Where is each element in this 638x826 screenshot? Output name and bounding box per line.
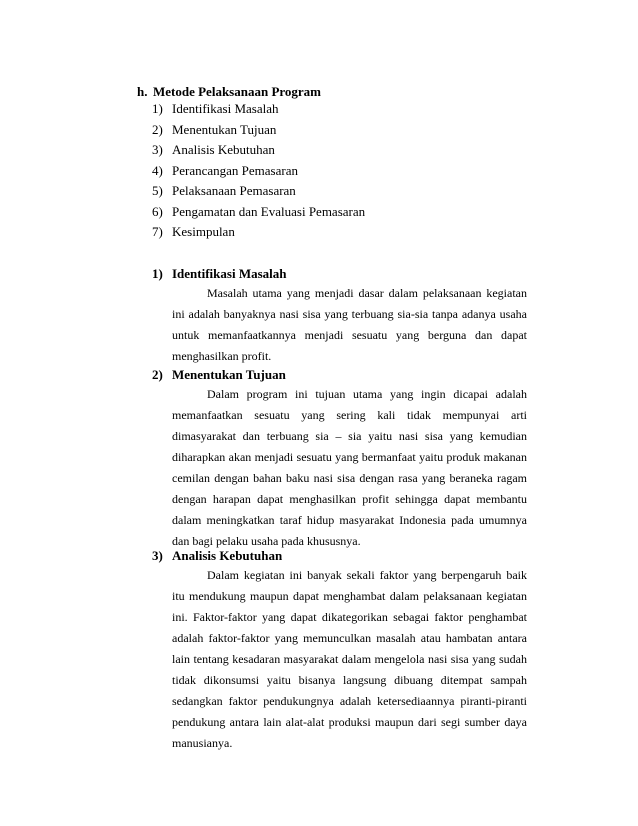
heading-letter: h. bbox=[137, 84, 148, 99]
list-item bbox=[152, 163, 365, 184]
heading-title: Metode Pelaksanaan Program bbox=[153, 84, 322, 99]
section-heading bbox=[137, 84, 321, 100]
section-title bbox=[152, 366, 527, 384]
list-item-number: 4) bbox=[152, 162, 163, 178]
section-paragraph: Masalah utama yang menjadi dasar dalam pelaksanaan kegiatan ini adalah banyaknya nasi sisa yang terbuang sia-sia tanpa adanya usaha untuk memanfaatkannya menjadi sesuatu yang berguna dan dapat menghasilkan profit. bbox=[172, 286, 527, 363]
method-list bbox=[152, 101, 365, 245]
list-item-number: 2) bbox=[152, 121, 163, 137]
section-title bbox=[152, 265, 527, 283]
section-title-text: Menentukan Tujuan bbox=[172, 367, 286, 382]
list-item bbox=[152, 183, 365, 204]
section-number: 1) bbox=[152, 266, 163, 281]
list-item bbox=[152, 122, 365, 143]
list-item bbox=[152, 142, 365, 163]
list-item-label: Pelaksanaan Pemasaran bbox=[172, 183, 296, 198]
list-item bbox=[152, 204, 365, 225]
list-item-label: Identifikasi Masalah bbox=[172, 101, 279, 116]
list-item-label: Analisis Kebutuhan bbox=[172, 142, 275, 157]
list-item-label: Perancangan Pemasaran bbox=[172, 162, 298, 178]
list-item bbox=[152, 224, 365, 245]
section-identifikasi-masalah bbox=[152, 265, 527, 367]
section-analisis-kebutuhan bbox=[152, 547, 527, 754]
list-item-number: 5) bbox=[152, 183, 163, 198]
section-paragraph: Dalam program ini tujuan utama yang ingin dicapai adalah memanfaatkan sesuatu yang sering kali tidak mempunyai arti dimasyarakat dan terbuang sia – sia yaitu nasi sisa yang kemudian diharapkan akan menjadi sesuatu yang bermanfaat yaitu produk makanan cemilan dengan bahan baku nasi sisa dengan rasa yang beraneka ragam dengan harapan dapat menghasilkan profit sehingga dapat membantu dalam meningkatkan taraf hidup masyarakat Indonesia pada umumnya dan bagi pelaku usaha pada khususnya. bbox=[172, 387, 527, 548]
list-item-number: 3) bbox=[152, 142, 163, 157]
section-paragraph: Dalam kegiatan ini banyak sekali faktor yang berpengaruh baik itu mendukung maupun dapat menghambat dalam pelaksanaan kegiatan ini. Faktor-faktor yang dapat dikategorikan sebagai faktor penghambat adalah faktor-faktor yang memunculkan masalah atau hambatan antara lain tentang kesadaran masyarakat dalam mengelola nasi sisa yang sudah tidak dikonsumsi yaitu bisanya langsung dibuang ditempat sampah sedangkan faktor pendukungnya adalah ketersediaannya piranti-piranti pendukung antara lain alat-alat produksi maupun dari segi sumber daya manusianya. bbox=[172, 568, 527, 750]
section-title bbox=[152, 547, 527, 565]
section-title-text: Identifikasi Masalah bbox=[172, 266, 287, 281]
section-title-text: Analisis Kebutuhan bbox=[172, 548, 283, 563]
list-item-label: Kesimpulan bbox=[172, 224, 235, 239]
section-menentukan-tujuan bbox=[152, 366, 527, 552]
list-item-number: 7) bbox=[152, 224, 163, 239]
section-number: 2) bbox=[152, 367, 163, 382]
list-item-label: Pengamatan dan Evaluasi Pemasaran bbox=[172, 203, 366, 219]
list-item-number: 6) bbox=[152, 203, 163, 219]
list-item-label: Menentukan Tujuan bbox=[172, 121, 277, 137]
list-item bbox=[152, 101, 365, 122]
section-number: 3) bbox=[152, 548, 163, 563]
list-item-number: 1) bbox=[152, 101, 163, 116]
